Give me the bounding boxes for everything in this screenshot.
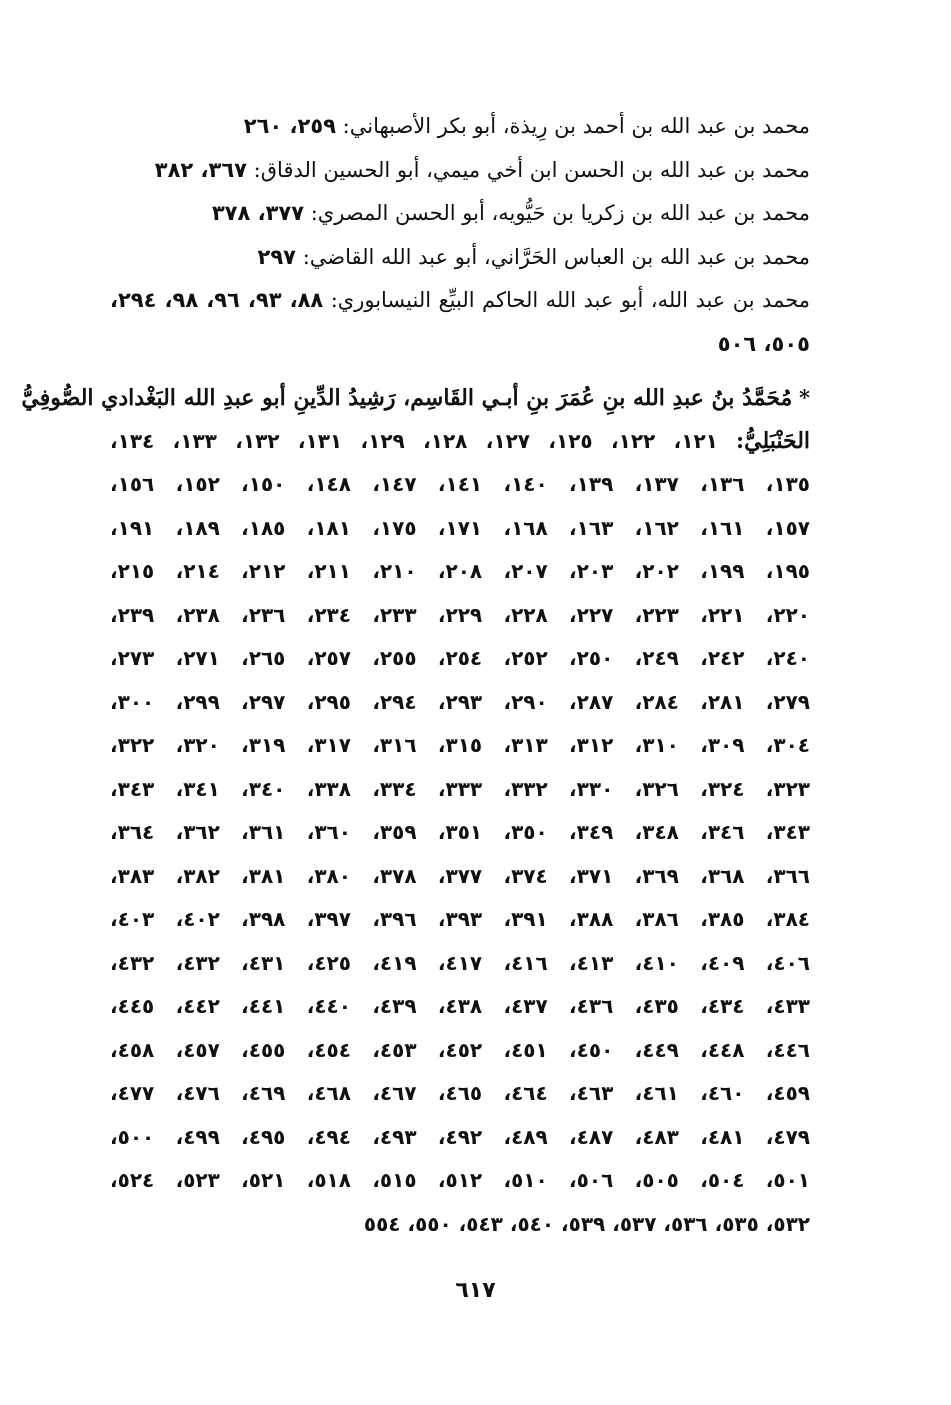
main-entry-page-refs: ١٥٧، ١٦١، ١٦٢، ١٦٣، ١٦٨، ١٧١، ١٧٥، ١٨١، ١٨٥، ١٨٩، ١٩١، [110, 515, 811, 540]
entry-gap [110, 366, 810, 376]
main-entry-page-list [110, 463, 810, 1203]
entry-page-refs: ٣٧٧، ٣٧٨ [211, 201, 305, 225]
main-entry-page-refs: ٥٣٢، ٥٣٥، ٥٣٦، ٥٣٧، ٥٣٩، ٥٤٠، ٥٤٣، ٥٥٠، ٥٥٤ [363, 1211, 810, 1236]
main-entry-page-refs: ٣٤٣، ٣٤٦، ٣٤٨، ٣٤٩، ٣٥٠، ٣٥١، ٣٥٩، ٣٦٠، ٣٦١، ٣٦٢، ٣٦٤، [110, 820, 811, 844]
main-entry-page-line [110, 942, 810, 986]
main-entry-page-line [110, 594, 810, 638]
main-entry-name-continuation: الحَنْبَلِيُّ: [735, 427, 811, 454]
entry-page-refs: ٥٠٥، ٥٠٦ [717, 331, 810, 356]
main-entry-page-line [110, 463, 810, 507]
main-entry-page-line [110, 985, 810, 1029]
main-entry-page-line [110, 637, 810, 681]
main-entry-last-line [110, 1203, 810, 1247]
index-entry-al-daqqaq [110, 149, 810, 193]
entry-page-refs: ٨٨، ٩٣، ٩٦، ٩٨، ٢٩٤، [110, 288, 324, 312]
main-entry-page-line [110, 1072, 810, 1116]
index-entry-ibn-ridha [110, 105, 810, 149]
main-entry-page-refs: ٢٧٩، ٢٨١، ٢٨٤، ٢٨٧، ٢٩٠، ٢٩٣، ٢٩٤، ٢٩٥، ٢٩٧، ٢٩٩، ٣٠٠، [110, 689, 811, 714]
main-entry-page-refs: ٢٤٠، ٢٤٢، ٢٤٩، ٢٥٠، ٢٥٢، ٢٥٤، ٢٥٥، ٢٥٧، ٢٦٥، ٢٧١، ٢٧٣، [110, 646, 811, 670]
main-entry-page-refs: ١٢١، ١٢٢، ١٢٥، ١٢٧، ١٢٨، ١٢٩، ١٣١، ١٣٢، ١٣٣، ١٣٤، [110, 428, 718, 453]
main-entry-page-refs: ٥٠١، ٥٠٤، ٥٠٥، ٥٠٦، ٥١٠، ٥١٢، ٥١٥، ٥١٨، ٥٢١، ٥٢٣، ٥٢٤، [110, 1168, 811, 1192]
entry-name: محمد بن عبد الله بن أحمد بن رِيذة، أبو بكر الأصبهاني: [342, 114, 810, 138]
main-entry-page-refs: ٣٠٤، ٣٠٩، ٣١٠، ٣١٢، ٣١٣، ٣١٥، ٣١٦، ٣١٧، ٣١٩، ٣٢٠، ٣٢٢، [110, 733, 811, 757]
main-entry-page-refs: ١٩٥، ١٩٩، ٢٠٢، ٢٠٣، ٢٠٧، ٢٠٨، ٢١٠، ٢١١، ٢١٢، ٢١٤، ٢١٥، [110, 559, 811, 583]
entry-page-refs: ٢٥٩، ٢٦٠ [243, 114, 336, 138]
index-entry-al-hakim [110, 279, 810, 323]
main-entry-marker: * [799, 385, 810, 410]
main-entry-heading [21, 376, 810, 420]
index-entry-al-harrani [110, 236, 810, 280]
main-entry-page-refs: ٣٢٣، ٣٢٤، ٣٢٦، ٣٣٠، ٣٣٢، ٣٣٣، ٣٣٤، ٣٣٨، ٣٤٠، ٣٤١، ٣٤٣، [110, 776, 811, 801]
main-entry-page-refs: ٤٤٦، ٤٤٨، ٤٤٩، ٤٥٠، ٤٥١، ٤٥٢، ٤٥٣، ٤٥٤، ٤٥٥، ٤٥٧، ٤٥٨، [110, 1037, 811, 1062]
entry-page-refs: ٢٩٧ [257, 244, 296, 269]
page-number: ٦١٧ [455, 1278, 496, 1303]
main-entry-page-line [110, 768, 810, 812]
main-entry-page-line [110, 898, 810, 942]
main-entry-page-refs: ٢٢٠، ٢٢١، ٢٢٣، ٢٢٧، ٢٢٨، ٢٢٩، ٢٣٣، ٢٣٤، ٢٣٦، ٢٣٨، ٢٣٩، [110, 602, 811, 627]
main-entry-page-line [110, 681, 810, 725]
main-entry-page-line [110, 507, 810, 551]
main-entry-page-line [110, 724, 810, 768]
main-entry-page-line [110, 1116, 810, 1160]
entry-name: محمد بن عبد الله، أبو عبد الله الحاكم البيِّع النيسابوري: [330, 288, 811, 312]
main-entry-page-refs: ٣٦٦، ٣٦٨، ٣٦٩، ٣٧١، ٣٧٤، ٣٧٧، ٣٧٨، ٣٨٠، ٣٨١، ٣٨٢، ٣٨٣، [110, 863, 811, 888]
index-entry-al-hakim-continuation [110, 323, 810, 367]
main-entry-page-refs: ٤٧٩، ٤٨١، ٤٨٣، ٤٨٧، ٤٨٩، ٤٩٢، ٤٩٣، ٤٩٤، ٤٩٥، ٤٩٩، ٥٠٠، [110, 1124, 811, 1149]
main-entry-page-line [110, 550, 810, 594]
main-entry-page-line [110, 1159, 810, 1203]
main-entry-page-line [110, 811, 810, 855]
main-entry-page-line [110, 1029, 810, 1073]
entry-name: محمد بن عبد الله بن زكريا بن حَيُّويه، أبو الحسن المصري: [310, 201, 810, 225]
entry-name: محمد بن عبد الله بن الحسن ابن أخي ميمي، أبو الحسين الدقاق: [253, 157, 810, 182]
entry-name: محمد بن عبد الله بن العباس الحَرَّاني، أبو عبد الله القاضي: [302, 244, 810, 269]
index-page-body [21, 105, 811, 1246]
main-entry-page-refs: ١٣٥، ١٣٦، ١٣٧، ١٣٩، ١٤٠، ١٤١، ١٤٧، ١٤٨، ١٥٠، ١٥٢، ١٥٦، [110, 472, 811, 496]
main-entry-page-refs: ٣٨٤، ٣٨٥، ٣٨٦، ٣٨٨، ٣٩١، ٣٩٣، ٣٩٦، ٣٩٧، ٣٩٨، ٤٠٢، ٤٠٣، [110, 907, 811, 931]
main-entry-page-refs: ٤٥٩، ٤٦٠، ٤٦١، ٤٦٣، ٤٦٤، ٤٦٥، ٤٦٧، ٤٦٨، ٤٦٩، ٤٧٦، ٤٧٧، [110, 1081, 811, 1105]
main-entry-page-line [110, 855, 810, 899]
entry-page-refs: ٣٦٧، ٣٨٢ [154, 157, 247, 182]
main-entry-page-refs: ٤٠٦، ٤٠٩، ٤١٠، ٤١٣، ٤١٦، ٤١٧، ٤١٩، ٤٢٥، ٤٣١، ٤٣٢، ٤٣٢، [110, 950, 811, 975]
index-entry-ibn-hayyuwayh [110, 192, 810, 236]
main-entry-name: مُحَمَّدُ بنُ عبدِ الله بنِ عُمَرَ بنِ أبـي القَاسِم، رَشِيدُ الدِّينِ أبو عبدِ الله البَغْدادي الصُّوفِيُّ [21, 385, 793, 411]
main-entry-page-refs: ٤٣٣، ٤٣٤، ٤٣٥، ٤٣٦، ٤٣٧، ٤٣٨، ٤٣٩، ٤٤٠، ٤٤١، ٤٤٢، ٤٤٥، [110, 994, 811, 1018]
main-entry-first-line [110, 420, 810, 464]
